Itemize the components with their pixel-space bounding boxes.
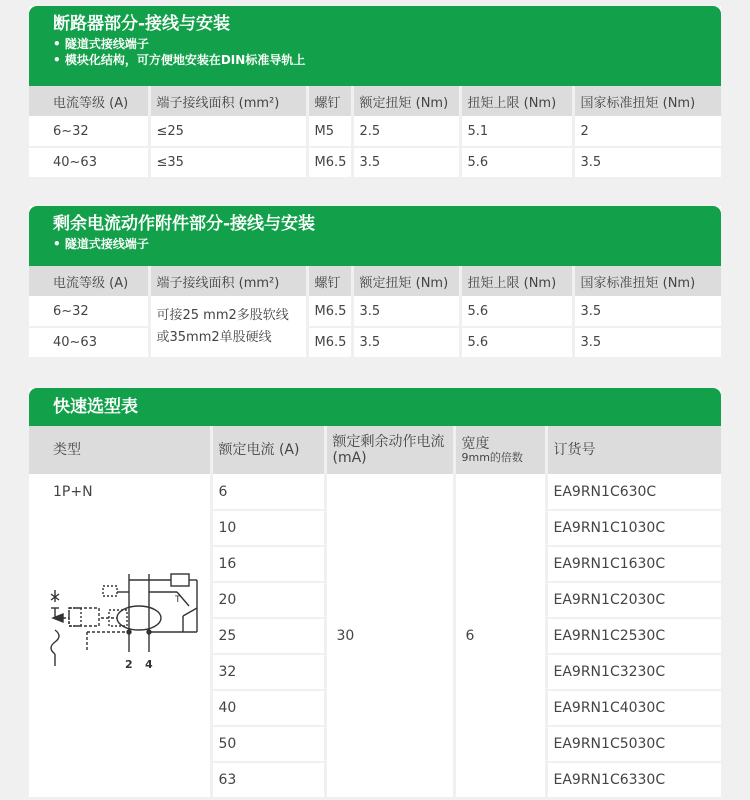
table-row xyxy=(29,116,721,147)
table-cell: 3.5 xyxy=(352,327,460,358)
column-header: 额定扭矩 (Nm) xyxy=(352,86,460,116)
wiring-diagram xyxy=(43,572,203,682)
rated-current-cell: 63 xyxy=(211,762,325,798)
table-cell: 3.5 xyxy=(573,296,721,327)
order-number-cell: EA9RN1C1030C xyxy=(546,510,721,546)
table-cell: 5.1 xyxy=(460,116,573,147)
bullet-item: • 隧道式接线端子 xyxy=(53,37,149,51)
table-cell: M6.5 xyxy=(307,147,352,178)
column-header: 螺钉 xyxy=(307,86,352,116)
section-title: 剩余电流动作附件部分-接线与安装 xyxy=(53,214,316,234)
column-header: 国家标准扭矩 (Nm) xyxy=(573,266,721,296)
order-number-cell: EA9RN1C4030C xyxy=(546,690,721,726)
table-cell: 6~32 xyxy=(29,116,149,147)
table-cell: 5.6 xyxy=(460,147,573,178)
order-number-cell: EA9RN1C630C xyxy=(546,474,721,510)
terminal-label: 2 xyxy=(125,658,133,671)
order-number-cell: EA9RN1C2030C xyxy=(546,582,721,618)
rated-current-cell: 10 xyxy=(211,510,325,546)
table-cell: M6.5 xyxy=(307,296,352,327)
breaker-wiring-table xyxy=(29,86,721,179)
table-header-row xyxy=(29,266,721,296)
rated-current-cell: 20 xyxy=(211,582,325,618)
width-cell: 6 xyxy=(454,474,546,798)
rated-current-cell: 40 xyxy=(211,690,325,726)
table-header-row xyxy=(29,426,721,474)
column-header: 螺钉 xyxy=(307,266,352,296)
table-cell: 2.5 xyxy=(352,116,460,147)
section-quick-selection xyxy=(29,388,721,799)
rated-current-cell: 25 xyxy=(211,618,325,654)
column-header-type: 类型 xyxy=(29,426,211,474)
width-header-sub: 9mm的倍数 xyxy=(461,451,523,464)
table-header-row xyxy=(29,86,721,116)
type-cell xyxy=(29,474,211,798)
section-header xyxy=(29,388,721,426)
table-cell: 3.5 xyxy=(573,147,721,178)
order-number-cell: EA9RN1C6330C xyxy=(546,762,721,798)
table-cell: M6.5 xyxy=(307,327,352,358)
rated-current-cell: 6 xyxy=(211,474,325,510)
table-cell: 3.5 xyxy=(352,147,460,178)
table-cell: 5.6 xyxy=(460,296,573,327)
column-header-width xyxy=(454,426,546,474)
section-rcd-wiring xyxy=(29,206,721,359)
table-cell: 40~63 xyxy=(29,147,149,178)
rated-current-cell: 32 xyxy=(211,654,325,690)
terminal-label: 4 xyxy=(145,658,153,671)
column-header: 扭矩上限 (Nm) xyxy=(460,86,573,116)
table-cell: 3.5 xyxy=(352,296,460,327)
section-header xyxy=(29,206,721,266)
table-cell: ≤25 xyxy=(149,116,307,147)
table-cell: ≤35 xyxy=(149,147,307,178)
table-row xyxy=(29,474,721,510)
table-cell: M5 xyxy=(307,116,352,147)
bullet-item: • 模块化结构，可方便地安装在DIN标准导轨上 xyxy=(53,53,306,67)
table-cell: 5.6 xyxy=(460,327,573,358)
column-header: 国家标准扭矩 (Nm) xyxy=(573,86,721,116)
width-header-label: 宽度 xyxy=(461,436,490,452)
table-row xyxy=(29,327,721,358)
selection-table xyxy=(29,426,721,799)
bullet-item: • 隧道式接线端子 xyxy=(53,237,149,251)
column-header: 端子接线面积 (mm²) xyxy=(149,86,307,116)
residual-cell: 30 xyxy=(325,474,454,798)
column-header-rated-current: 额定电流 (A) xyxy=(211,426,325,474)
order-number-cell: EA9RN1C5030C xyxy=(546,726,721,762)
table-cell: 40~63 xyxy=(29,327,149,358)
order-number-cell: EA9RN1C1630C xyxy=(546,546,721,582)
section-breaker-wiring xyxy=(29,6,721,179)
section-title: 断路器部分-接线与安装 xyxy=(53,14,231,34)
column-header: 端子接线面积 (mm²) xyxy=(149,266,307,296)
table-cell: 3.5 xyxy=(573,327,721,358)
section-title: 快速选型表 xyxy=(53,397,138,417)
table-cell: 2 xyxy=(573,116,721,147)
table-cell: 6~32 xyxy=(29,296,149,327)
column-header-residual: 额定剩余动作电流 (mA) xyxy=(325,426,454,474)
rated-current-cell: 50 xyxy=(211,726,325,762)
section-header xyxy=(29,6,721,86)
order-number-cell: EA9RN1C2530C xyxy=(546,618,721,654)
column-header: 扭矩上限 (Nm) xyxy=(460,266,573,296)
column-header: 额定扭矩 (Nm) xyxy=(352,266,460,296)
table-row xyxy=(29,147,721,178)
column-header: 电流等级 (A) xyxy=(29,86,149,116)
type-label: 1P+N xyxy=(53,484,93,500)
rated-current-cell: 16 xyxy=(211,546,325,582)
column-header-order: 订货号 xyxy=(546,426,721,474)
rcd-wiring-table xyxy=(29,266,721,359)
order-number-cell: EA9RN1C3230C xyxy=(546,654,721,690)
table-row xyxy=(29,296,721,327)
wire-area-cell: 可接25 mm2多股软线或35mm2单股硬线 xyxy=(149,296,307,358)
svg-text:T: T xyxy=(175,595,181,605)
column-header: 电流等级 (A) xyxy=(29,266,149,296)
